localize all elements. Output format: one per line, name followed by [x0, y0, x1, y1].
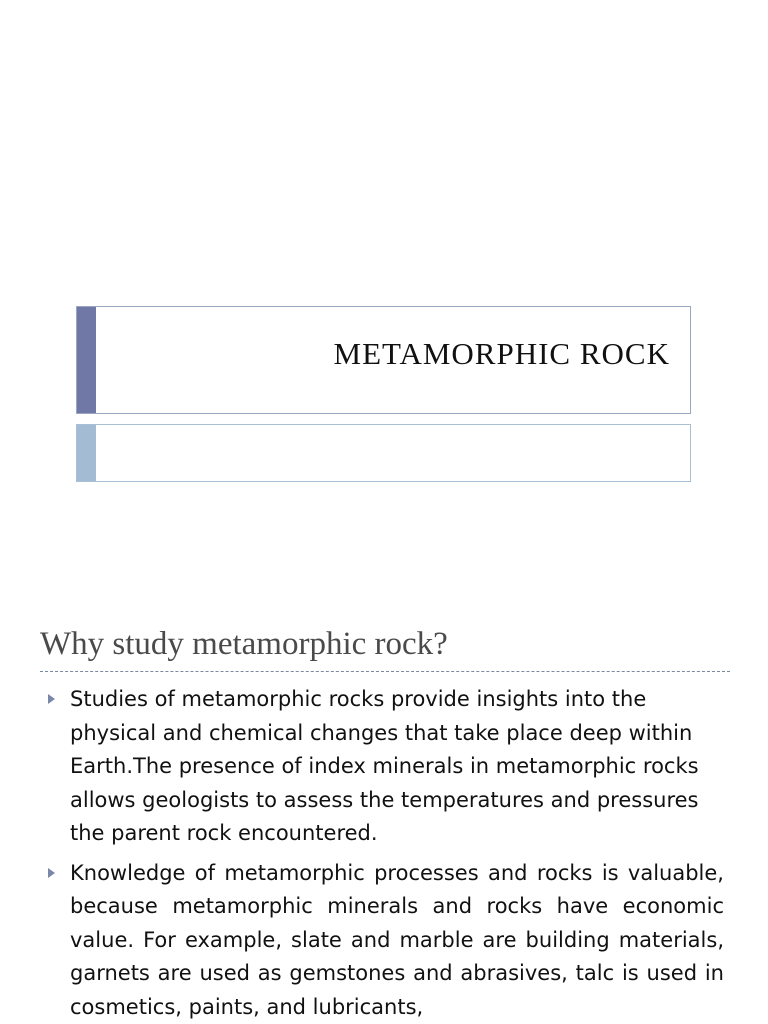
bullet-item — [44, 857, 724, 1024]
title-placeholder — [76, 306, 691, 414]
slide-heading: Why study metamorphic rock? — [40, 626, 448, 662]
triangle-right-icon — [48, 868, 55, 878]
slide-title: METAMORPHIC ROCK — [333, 336, 670, 371]
heading-divider — [40, 671, 730, 672]
subtitle-accent-bar — [77, 425, 96, 481]
bullet-text: Studies of metamorphic rocks provide insights into the physical and chemical changes that take place deep within Earth.The presence of index minerals in metamorphic rocks allows geologists to assess the temperatures and pressures the parent rock encountered. — [70, 687, 699, 845]
bullet-item — [44, 683, 724, 851]
subtitle-placeholder — [76, 424, 691, 482]
triangle-right-icon — [48, 694, 55, 704]
title-accent-bar — [77, 307, 96, 413]
bullet-text: Knowledge of metamorphic processes and rocks is valuable, because metamorphic minerals and rocks have economic value. For example, slate and marble are building materials, garnets are used as gemstones and abrasives, talc is used in cosmetics, paints, and lubricants, — [70, 860, 724, 1019]
bullet-list — [44, 683, 724, 1024]
content-slide — [0, 576, 768, 1024]
